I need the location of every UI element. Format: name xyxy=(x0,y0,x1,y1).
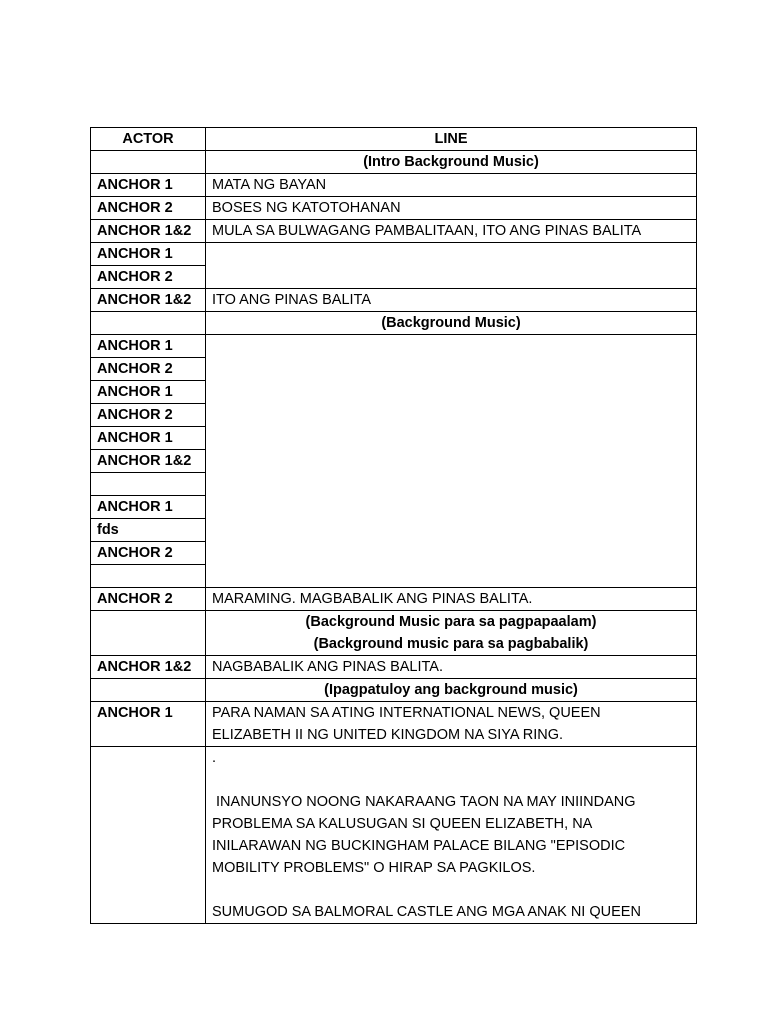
script-table xyxy=(90,127,697,924)
actor-cell: ANCHOR 1&2 xyxy=(91,450,206,473)
table-row xyxy=(91,174,697,197)
table-row xyxy=(91,611,697,656)
line-cell: (Background Music) xyxy=(206,312,697,335)
actor-cell: ANCHOR 2 xyxy=(91,358,206,381)
actor-cell xyxy=(91,679,206,702)
line-cell: MARAMING. MAGBABALIK ANG PINAS BALITA. xyxy=(206,588,697,611)
paragraph-gap xyxy=(212,879,690,901)
actor-cell: ANCHOR 2 xyxy=(91,588,206,611)
line-cell: NAGBABALIK ANG PINAS BALITA. xyxy=(206,656,697,679)
actor-cell xyxy=(91,747,206,924)
actor-cell: ANCHOR 2 xyxy=(91,197,206,220)
line-cell: (Ipagpatuloy ang background music) xyxy=(206,679,697,702)
table-row xyxy=(91,702,697,747)
actor-cell xyxy=(91,151,206,174)
music-cue-return: (Background music para sa pagbabalik) xyxy=(313,636,589,652)
actor-cell: ANCHOR 1 xyxy=(91,381,206,404)
table-row xyxy=(91,289,697,312)
line-text: . xyxy=(212,750,217,766)
table-row xyxy=(91,679,697,702)
table-row xyxy=(91,656,697,679)
table-row xyxy=(91,747,697,924)
table-row xyxy=(91,220,697,243)
table-row xyxy=(91,312,697,335)
line-text: ELIZABETH II NG UNITED KINGDOM NA SIYA RING. xyxy=(212,727,564,743)
line-text: MOBILITY PROBLEMS" O HIRAP SA PAGKILOS. xyxy=(212,860,536,876)
actor-cell xyxy=(91,565,206,588)
actor-cell: fds xyxy=(91,519,206,542)
line-cell: BOSES NG KATOTOHANAN xyxy=(206,197,697,220)
line-cell: MATA NG BAYAN xyxy=(206,174,697,197)
header-actor: ACTOR xyxy=(91,128,206,151)
actor-cell: ANCHOR 1 xyxy=(91,174,206,197)
line-cell: (Intro Background Music) xyxy=(206,151,697,174)
line-text: INANUNSYO NOONG NAKARAANG TAON NA MAY INIINDANG xyxy=(212,794,636,810)
actor-cell: ANCHOR 1&2 xyxy=(91,220,206,243)
line-cell-merged xyxy=(206,335,697,588)
table-header-row xyxy=(91,128,697,151)
actor-cell: ANCHOR 1 xyxy=(91,243,206,266)
line-text: SUMUGOD SA BALMORAL CASTLE ANG MGA ANAK NI QUEEN xyxy=(212,904,641,920)
paragraph-gap xyxy=(212,769,690,791)
actor-cell: ANCHOR 2 xyxy=(91,404,206,427)
line-cell xyxy=(206,702,697,747)
table-row xyxy=(91,243,697,266)
line-text: PROBLEMA SA KALUSUGAN SI QUEEN ELIZABETH, NA xyxy=(212,816,593,832)
line-cell xyxy=(206,747,697,924)
actor-cell: ANCHOR 1 xyxy=(91,496,206,519)
actor-cell xyxy=(91,473,206,496)
line-text: INILARAWAN NG BUCKINGHAM PALACE BILANG "EPISODIC xyxy=(212,838,626,854)
actor-cell: ANCHOR 2 xyxy=(91,542,206,565)
table-row xyxy=(91,335,697,358)
table-row xyxy=(91,151,697,174)
line-cell xyxy=(206,243,697,289)
actor-cell xyxy=(91,312,206,335)
actor-cell: ANCHOR 1&2 xyxy=(91,656,206,679)
actor-cell: ANCHOR 1 xyxy=(91,335,206,358)
line-cell: MULA SA BULWAGANG PAMBALITAAN, ITO ANG PINAS BALITA xyxy=(206,220,697,243)
line-text: PARA NAMAN SA ATING INTERNATIONAL NEWS, QUEEN xyxy=(212,705,601,721)
actor-cell: ANCHOR 1 xyxy=(91,702,206,747)
header-line: LINE xyxy=(206,128,697,151)
line-cell xyxy=(206,611,697,656)
table-row xyxy=(91,588,697,611)
actor-cell: ANCHOR 1&2 xyxy=(91,289,206,312)
line-cell: ITO ANG PINAS BALITA xyxy=(206,289,697,312)
actor-cell xyxy=(91,611,206,656)
music-cue-farewell: (Background Music para sa pagpapaalam) xyxy=(305,614,597,630)
actor-cell: ANCHOR 1 xyxy=(91,427,206,450)
actor-cell: ANCHOR 2 xyxy=(91,266,206,289)
table-row xyxy=(91,197,697,220)
